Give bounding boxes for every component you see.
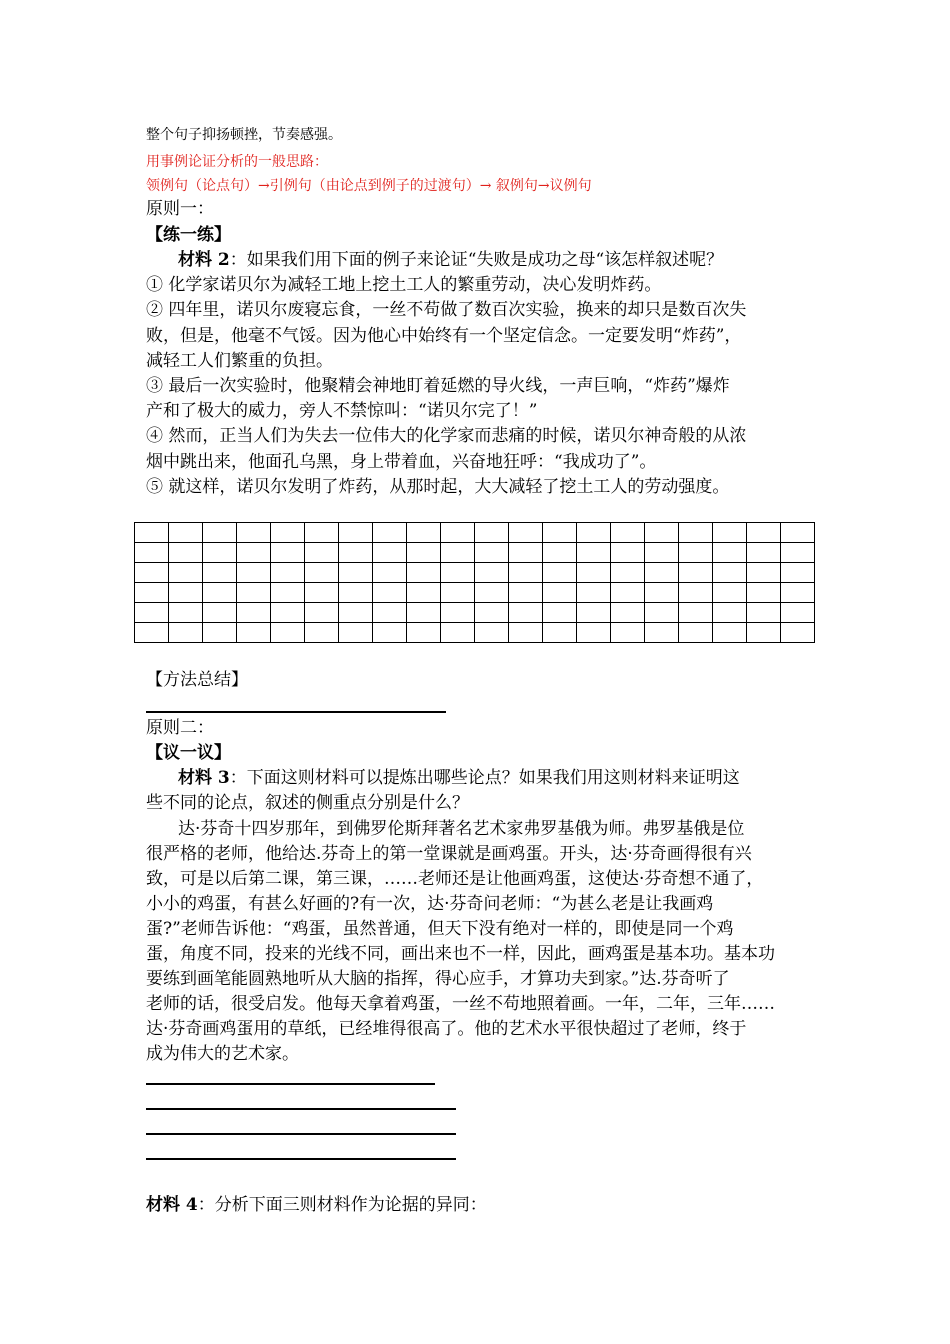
material-2-text: ：如果我们用下面的例子来论证“失败是成功之母“该怎样叙述呢？ [229, 250, 724, 270]
practice-item: ④ 然而，正当人们为失去一位伟大的化学家而悲痛的时候，诺贝尔神奇般的从浓 [146, 426, 747, 446]
grid-cell[interactable] [509, 563, 543, 583]
grid-cell[interactable] [611, 583, 645, 603]
grid-cell[interactable] [475, 583, 509, 603]
grid-row [135, 543, 815, 563]
grid-cell[interactable] [373, 603, 407, 623]
grid-cell[interactable] [169, 603, 203, 623]
grid-cell[interactable] [441, 523, 475, 543]
grid-cell[interactable] [543, 623, 577, 643]
grid-cell[interactable] [305, 603, 339, 623]
grid-cell[interactable] [135, 523, 169, 543]
grid-cell[interactable] [373, 543, 407, 563]
grid-cell[interactable] [441, 583, 475, 603]
grid-cell[interactable] [713, 543, 747, 563]
grid-cell[interactable] [713, 523, 747, 543]
grid-cell[interactable] [237, 583, 271, 603]
grid-cell[interactable] [543, 543, 577, 563]
grid-cell[interactable] [203, 543, 237, 563]
grid-cell[interactable] [237, 603, 271, 623]
grid-cell[interactable] [169, 563, 203, 583]
grid-cell[interactable] [407, 523, 441, 543]
grid-row [135, 563, 815, 583]
grid-cell[interactable] [339, 523, 373, 543]
grid-cell[interactable] [305, 563, 339, 583]
grid-cell[interactable] [271, 583, 305, 603]
practice-item: ⑤ 就这样，诺贝尔发明了炸药，从那时起，大大减轻了挖土工人的劳动强度。 [146, 477, 730, 497]
principle-one: 原则一： [146, 199, 214, 219]
grid-cell[interactable] [407, 563, 441, 583]
grid-cell[interactable] [373, 563, 407, 583]
grid-cell[interactable] [577, 523, 611, 543]
story-line: 达·芬奇画鸡蛋用的草纸，已经堆得很高了。他的艺术水平很快超过了老师，终于 [146, 1019, 747, 1039]
grid-cell[interactable] [407, 543, 441, 563]
grid-cell[interactable] [509, 623, 543, 643]
grid-cell[interactable] [339, 603, 373, 623]
story-line: 老师的话，很受启发。他每天拿着鸡蛋，一丝不苟地照着画。一年，二年，三年…… [146, 994, 775, 1014]
grid-cell[interactable] [237, 623, 271, 643]
grid-cell[interactable] [305, 623, 339, 643]
practice-item: 败，但是，他毫不气馁。因为他心中始终有一个坚定信念。一定要发明“炸药”， [146, 326, 742, 346]
grid-cell[interactable] [169, 523, 203, 543]
grid-cell[interactable] [339, 583, 373, 603]
practice-item: ③ 最后一次实验时，他聚精会神地盯着延燃的导火线，一声巨响，“炸药”爆炸 [146, 376, 730, 396]
grid-cell[interactable] [441, 623, 475, 643]
material-3-text-cont: 些不同的论点，叙述的侧重点分别是什么？ [146, 793, 469, 813]
grid-cell[interactable] [509, 583, 543, 603]
grid-cell[interactable] [543, 603, 577, 623]
grid-cell[interactable] [203, 583, 237, 603]
grid-cell[interactable] [577, 603, 611, 623]
grid-cell[interactable] [611, 603, 645, 623]
story-line: 要练到画笔能圆熟地听从大脑的指挥，得心应手，才算功夫到家。”达.芬奇听了 [146, 969, 730, 989]
grid-row [135, 583, 815, 603]
answer-line[interactable] [146, 1158, 456, 1160]
grid-cell[interactable] [305, 543, 339, 563]
grid-cell[interactable] [747, 603, 781, 623]
grid-cell[interactable] [679, 603, 713, 623]
grid-cell[interactable] [611, 623, 645, 643]
grid-cell[interactable] [271, 543, 305, 563]
grid-cell[interactable] [441, 543, 475, 563]
grid-cell[interactable] [781, 523, 815, 543]
grid-row [135, 523, 815, 543]
grid-cell[interactable] [169, 583, 203, 603]
writing-grid[interactable] [134, 522, 815, 643]
grid-cell[interactable] [577, 583, 611, 603]
grid-cell[interactable] [679, 523, 713, 543]
grid-cell[interactable] [135, 603, 169, 623]
grid-cell[interactable] [475, 623, 509, 643]
grid-cell[interactable] [747, 583, 781, 603]
practice-item: ② 四年里，诺贝尔废寝忘食，一丝不苟做了数百次实验，换来的却只是数百次失 [146, 300, 747, 320]
story-line: 成为伟大的艺术家。 [146, 1044, 299, 1064]
grid-cell[interactable] [781, 563, 815, 583]
grid-cell[interactable] [237, 523, 271, 543]
grid-cell[interactable] [407, 603, 441, 623]
method-steps-red: 领例句（论点句）→引例句（由论点到例子的过渡句）→ 叙例句→议例句 [146, 178, 592, 194]
grid-cell[interactable] [475, 603, 509, 623]
grid-cell[interactable] [679, 583, 713, 603]
grid-cell[interactable] [373, 583, 407, 603]
grid-cell[interactable] [679, 623, 713, 643]
story-line: 达·芬奇十四岁那年，到佛罗伦斯拜著名艺术家弗罗基俄为师。弗罗基俄是位 [178, 819, 745, 839]
material-4-label: 材料 4 [146, 1195, 198, 1215]
answer-line[interactable] [146, 1133, 456, 1135]
principle-two: 原则二： [146, 718, 214, 738]
grid-cell[interactable] [679, 563, 713, 583]
grid-cell[interactable] [747, 523, 781, 543]
grid-cell[interactable] [679, 543, 713, 563]
grid-cell[interactable] [781, 543, 815, 563]
material-4-text: ：分析下面三则材料作为论据的异同： [197, 1195, 487, 1215]
grid-cell[interactable] [577, 543, 611, 563]
grid-cell[interactable] [543, 583, 577, 603]
grid-cell[interactable] [509, 523, 543, 543]
grid-cell[interactable] [747, 623, 781, 643]
story-line: 蛋，角度不同，投来的光线不同，画出来也不一样，因此，画鸡蛋是基本功。基本功 [146, 944, 775, 964]
grid-cell[interactable] [237, 543, 271, 563]
grid-cell[interactable] [203, 623, 237, 643]
grid-cell[interactable] [645, 523, 679, 543]
grid-cell[interactable] [373, 523, 407, 543]
grid-cell[interactable] [475, 563, 509, 583]
grid-cell[interactable] [475, 523, 509, 543]
grid-cell[interactable] [169, 623, 203, 643]
grid-cell[interactable] [373, 623, 407, 643]
story-line: 小小的鸡蛋，有甚么好画的?有一次，达·芬奇问老师：“为甚么老是让我画鸡 [146, 894, 714, 914]
grid-cell[interactable] [713, 583, 747, 603]
grid-cell[interactable] [645, 623, 679, 643]
material-4 [146, 1197, 487, 1214]
material-3-text: ：下面这则材料可以提炼出哪些论点？如果我们用这则材料来证明这 [229, 768, 740, 788]
grid-cell[interactable] [645, 583, 679, 603]
grid-cell[interactable] [645, 543, 679, 563]
material-3 [178, 770, 740, 787]
material-3-label: 材料 3 [178, 768, 230, 788]
grid-cell[interactable] [509, 603, 543, 623]
grid-cell[interactable] [135, 623, 169, 643]
story-line: 致，可是以后第二课，第三课，……老师还是让他画鸡蛋，这使达·芬奇想不通了， [146, 869, 764, 889]
practice-item: 烟中跳出来，他面孔乌黑，身上带着血，兴奋地狂呼：“我成功了”。 [146, 452, 657, 472]
grid-cell[interactable] [203, 563, 237, 583]
grid-cell[interactable] [339, 623, 373, 643]
grid-cell[interactable] [271, 563, 305, 583]
grid-cell[interactable] [747, 543, 781, 563]
story-line: 很严格的老师，他给达.芬奇上的第一堂课就是画鸡蛋。开头，达·芬奇画得很有兴 [146, 844, 752, 864]
grid-row [135, 623, 815, 643]
material-2 [178, 252, 723, 269]
grid-cell[interactable] [509, 543, 543, 563]
grid-cell[interactable] [339, 563, 373, 583]
grid-cell[interactable] [645, 563, 679, 583]
grid-cell[interactable] [169, 543, 203, 563]
grid-cell[interactable] [135, 563, 169, 583]
grid-cell[interactable] [611, 523, 645, 543]
grid-row [135, 603, 815, 623]
grid-cell[interactable] [577, 623, 611, 643]
grid-cell[interactable] [271, 603, 305, 623]
practice-item: 产和了极大的威力，旁人不禁惊叫：“诺贝尔完了！” [146, 401, 538, 421]
grid-cell[interactable] [407, 623, 441, 643]
grid-cell[interactable] [713, 563, 747, 583]
grid-cell[interactable] [237, 563, 271, 583]
grid-cell[interactable] [271, 623, 305, 643]
grid-cell[interactable] [781, 623, 815, 643]
grid-cell[interactable] [407, 583, 441, 603]
grid-cell[interactable] [781, 603, 815, 623]
grid-cell[interactable] [441, 563, 475, 583]
intro-line: 整个句子抑扬顿挫，节奏感强。 [146, 127, 342, 143]
answer-line[interactable] [146, 711, 446, 713]
grid-cell[interactable] [543, 523, 577, 543]
grid-cell[interactable] [305, 583, 339, 603]
grid-cell[interactable] [135, 583, 169, 603]
grid-cell[interactable] [203, 523, 237, 543]
grid-cell[interactable] [611, 543, 645, 563]
grid-cell[interactable] [713, 603, 747, 623]
grid-cell[interactable] [747, 563, 781, 583]
grid-cell[interactable] [577, 563, 611, 583]
grid-cell[interactable] [203, 603, 237, 623]
practice-item: 减轻工人们繁重的负担。 [146, 351, 333, 371]
grid-cell[interactable] [135, 543, 169, 563]
method-summary-heading: 【方法总结】 [146, 670, 248, 690]
story-line: 蛋?”老师告诉他：“鸡蛋，虽然普通，但天下没有绝对一样的，即使是同一个鸡 [146, 919, 734, 939]
grid-cell[interactable] [781, 583, 815, 603]
method-title-red: 用事例论证分析的一般思路： [146, 154, 328, 170]
answer-line[interactable] [146, 1083, 435, 1085]
material-2-label: 材料 2 [178, 250, 230, 270]
grid-cell[interactable] [611, 563, 645, 583]
discuss-heading: 【议一议】 [146, 743, 231, 763]
grid-cell[interactable] [713, 623, 747, 643]
grid-cell[interactable] [441, 603, 475, 623]
grid-cell[interactable] [271, 523, 305, 543]
grid-cell[interactable] [475, 543, 509, 563]
grid-cell[interactable] [339, 543, 373, 563]
grid-cell[interactable] [305, 523, 339, 543]
practice-heading: 【练一练】 [146, 225, 231, 245]
answer-line[interactable] [146, 1108, 456, 1110]
practice-item: ① 化学家诺贝尔为减轻工地上挖土工人的繁重劳动，决心发明炸药。 [146, 275, 662, 295]
grid-cell[interactable] [645, 603, 679, 623]
grid-cell[interactable] [543, 563, 577, 583]
